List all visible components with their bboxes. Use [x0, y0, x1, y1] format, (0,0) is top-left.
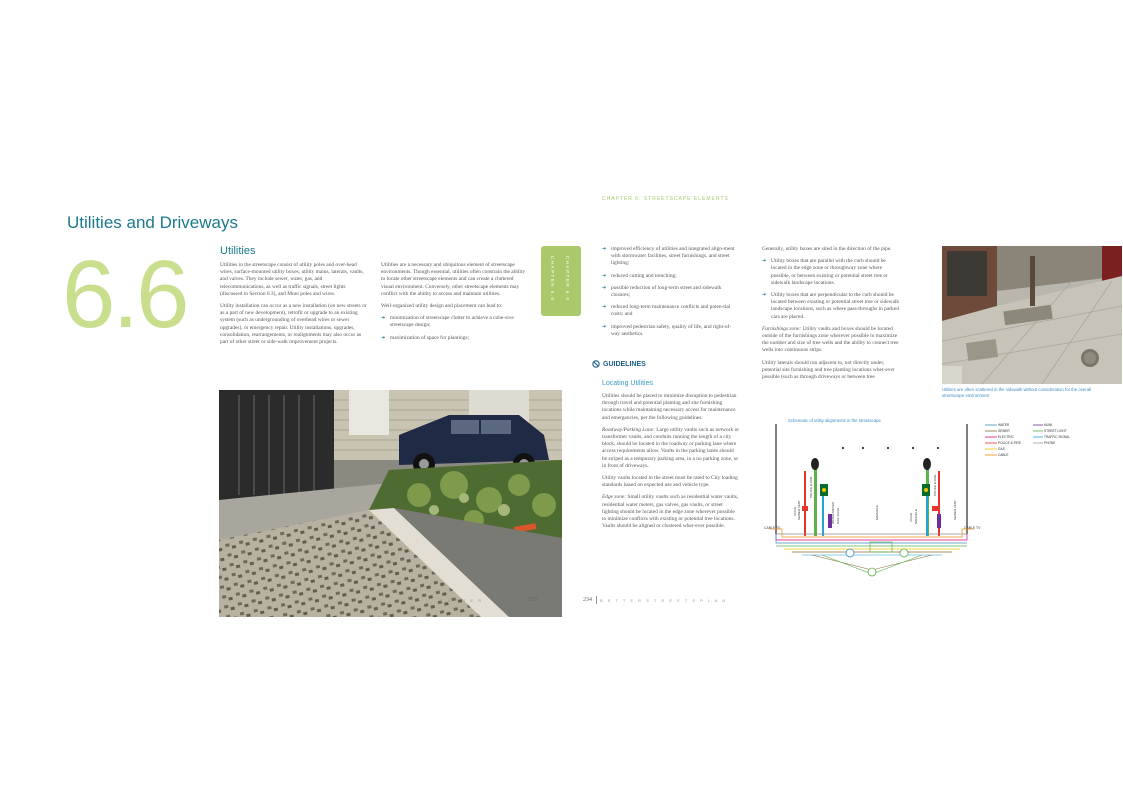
svg-text:SEWER VENT: SEWER VENT [797, 500, 801, 520]
paragraph-text: Large utility vaults such as network or transformer vaults, and conduits running the length of a city block, should be located in the roadway or parking lane where access requirements allow. Vaults in the parking lanes should be striped as a temporary parking area, in a no parking zone, or in front of driveways. [602, 426, 740, 469]
svg-text:WATER METER: WATER METER [831, 502, 835, 524]
paragraph: Utilities in the streetscape consist of utility poles and over-head wires, surface-mounted utility boxes, utility mains, laterals, vaults, and valves. They include sewer, water, gas, and telecommunications, as well as traffic signals, street lights (discussed in Section 6.3), and Muni poles and wires. [220, 262, 364, 297]
svg-text:GAS VALVE: GAS VALVE [836, 507, 840, 524]
footer-running-text: B E T T E R [440, 598, 484, 603]
photo-caption: Utilities are often scattered in the sidewalk without consideration for the overall streetscape environment [942, 387, 1092, 398]
list-item: ➔ reduced cutting and trenching; [602, 273, 740, 280]
paragraph: Utility installation can occur as a new installation (on new streets or as a part of new development), retrofit or upgrade to an existing system (such as undergrounding of overhead wires or sewer upgrades), or emergency repair. Utility installations, upgrades, consolidation, rearrangements, or realignments may also occur as part of other street or side-walk improvement projects. [220, 303, 367, 346]
svg-text:POLICE & FIRE: POLICE & FIRE [933, 474, 937, 496]
guidelines-heading [592, 360, 646, 368]
svg-text:VALVE: VALVE [909, 512, 913, 522]
paragraph: Well-organized utility design and placement can lead to: [381, 303, 503, 310]
run-in-label: Edge zone: [602, 494, 627, 501]
footer-divider [596, 596, 597, 604]
list-item: ➔ reduced long-term maintenance conflicts and poten-tial costs; and [602, 304, 740, 318]
body-column-3-lower [602, 393, 740, 535]
legend-label: MUNI [1044, 423, 1053, 428]
run-in-label: Roadway/Parking Lane: [602, 426, 655, 433]
list-item: ➔ Utility boxes that are perpendicular to the curb should be located between existing or potential street tree or sidewalk landscape locations, such as where pass-throughs in parked cars are placed. [762, 292, 902, 321]
locating-title: Locating Utilities [602, 380, 653, 387]
no-symbol-icon [592, 360, 600, 368]
svg-text:SEWER VENT: SEWER VENT [953, 500, 957, 520]
benefit-list [381, 315, 526, 342]
list-item: ➔ Utility boxes that are parallel with the curb should be located in the edge zone or throughway zone where possible, or between existing or potential street tree or sidewalk landscape locations. [762, 258, 902, 287]
paragraph: Utility vaults located in the street must be rated to City loading standards based on expected use and vehicle type. [602, 475, 738, 489]
legend-label: GAS [998, 447, 1005, 452]
section-number: 6.6 [62, 241, 187, 348]
paragraph-text: Utility vaults and boxes should be located outside of the furnishings zone wherever possible to maximize the number and size of tree wells and the ability to connect tree wells into continuous strips. [762, 325, 899, 354]
subsection-title: Utilities [220, 245, 256, 257]
section-title: Utilities and Driveways [67, 213, 238, 232]
diagram-title: Schematic of utility alignments in the streetscape [788, 418, 881, 423]
body-column-1 [220, 262, 368, 351]
diagram-legend [985, 423, 1071, 468]
legend-label: POLICE & FIRE [998, 441, 1021, 446]
body-column-3 [602, 246, 740, 343]
legend-swatches [985, 423, 1071, 463]
page-number: 233 [528, 597, 537, 603]
list-item: ➔ minimization of streetscape clutter to achieve a cohe-sive streetscape design; [381, 315, 526, 329]
paragraph: Generally, utility boxes are sited in the direction of the pipe. [762, 246, 892, 252]
chapter-tab-label: CHAPTER 6.0 [565, 256, 570, 302]
footer-running-text: B E T T E R S T R E E T S P L A N [600, 598, 728, 603]
paragraph [762, 326, 902, 355]
list-item: ➔ improved pedestrian safety, quality of life, and right-of-way aesthetics. [602, 324, 740, 338]
diagram-label: CABLE TV [764, 526, 781, 530]
paragraph: Utilities should be placed to minimize disruption to pedestrian through travel and potential planting and site furnishing locations while maintaining necessary access for maintenance and emergencies, per the following guidelines: [602, 393, 737, 421]
svg-text:MANHOLE: MANHOLE [875, 505, 879, 520]
legend-label: CABLE [998, 453, 1009, 458]
benefit-list [602, 246, 740, 338]
sidewalk-utilities-photo [942, 246, 1122, 384]
guidelines-label: GUIDELINES [603, 360, 646, 368]
legend-label: TRAFFIC SIGNAL [1044, 435, 1071, 440]
svg-text:MANHOLE: MANHOLE [914, 509, 918, 524]
paragraph [602, 427, 740, 470]
list-item: ➔ possible reduction of long-term street and sidewalk closures; [602, 285, 740, 299]
run-in-label: Furnishings zone: [762, 325, 802, 332]
list-item: ➔ maximization of space for plantings; [381, 335, 526, 342]
page-number: 234 [583, 597, 592, 603]
legend-label: WATER [998, 423, 1010, 428]
paragraph: Utility laterals should run adjacent to, not directly under, potential site furnishing and tree planting locations wher-ever possible (such as through driveways or between tree [762, 359, 895, 381]
legend-label: STREET LIGHT [1044, 429, 1067, 434]
paragraph [602, 494, 740, 530]
legend-label: ELECTRIC [998, 435, 1014, 440]
body-column-4 [762, 246, 902, 386]
chapter-tab-label: CHAPTER 6.0 [550, 256, 555, 302]
legend-label: PHONE [1044, 441, 1056, 446]
chapter-header: CHAPTER 6: STREETSCAPE ELEMENTS [602, 196, 729, 202]
street-planting-photo [219, 390, 562, 617]
paragraph: Utilities are a necessary and ubiquitous element of streetscape environments. Though essential, utilities often constrain the ability to locate other streetscape elements and can create a cluttered visual environment. Conversely, other streetscape elements may conflict with the ability to access and maintain utilities. [381, 262, 526, 297]
diagram-label: CABLE TV [964, 526, 981, 530]
chapter-tab [541, 246, 581, 316]
body-column-2 [381, 262, 526, 347]
svg-text:VALVE: VALVE [793, 506, 797, 516]
legend-label: SEWER [998, 429, 1010, 434]
paragraph-text: Small utility vaults such as residential water vaults, residential water meters, gas valves, gas vaults, or street lighting should be located in the edge zone wherever possible to minimize conflicts with existing or potential tree locations. Vaults should be aligned or clustered wher-ever possible. [602, 494, 739, 530]
utility-box-list [762, 258, 902, 321]
list-item: ➔ improved efficiency of utilities and integrated align-ment with stormwater facilities, street furnishings, and street lighting; [602, 246, 740, 268]
svg-text:POLICE & FIRE: POLICE & FIRE [809, 476, 813, 498]
